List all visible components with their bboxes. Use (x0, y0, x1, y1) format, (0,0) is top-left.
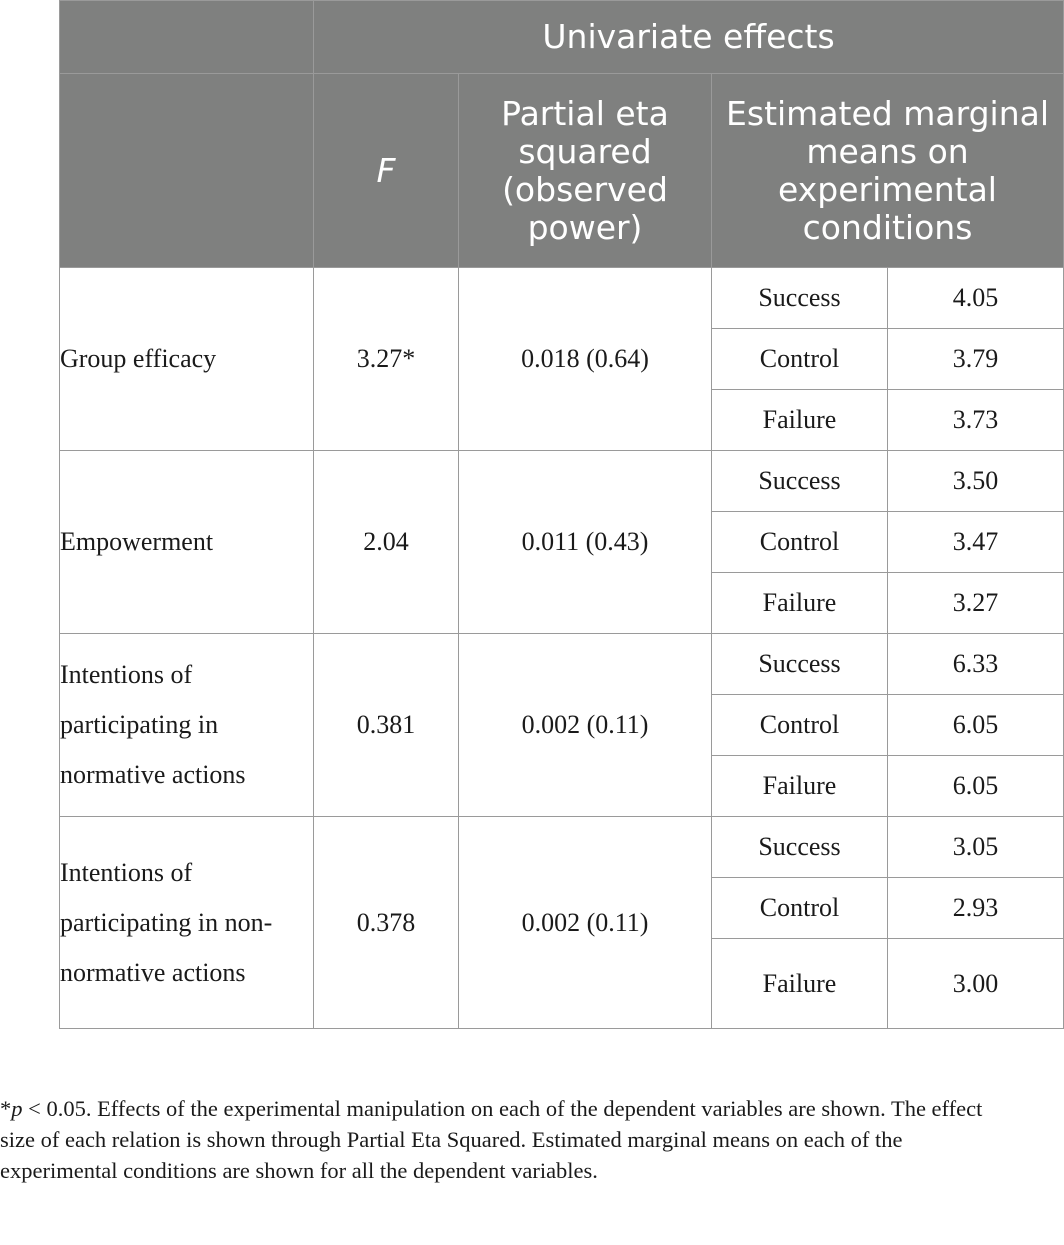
table-row (60, 817, 1064, 878)
condition-cell: Control (712, 512, 888, 573)
mean-cell: 3.73 (888, 390, 1064, 451)
mean-cell: 3.27 (888, 573, 1064, 634)
mean-cell: 3.05 (888, 817, 1064, 878)
footnote-text: < 0.05. Effects of the experimental manipulation on each of the dependent variables are shown. The effect size of each relation is shown through Partial Eta Squared. Estimated marginal means on each of the experimental conditions are shown for all the dependent variables. (0, 1096, 983, 1183)
condition-cell: Success (712, 268, 888, 329)
table-row (60, 451, 1064, 512)
condition-cell: Success (712, 817, 888, 878)
condition-cell: Control (712, 695, 888, 756)
condition-cell: Success (712, 451, 888, 512)
variable-cell: Intentions of participating in normative actions (60, 634, 314, 817)
f-cell: 0.381 (314, 634, 459, 817)
variable-cell: Intentions of participating in non-normative actions (60, 817, 314, 1029)
variable-cell: Empowerment (60, 451, 314, 634)
table-row (60, 268, 1064, 329)
table-row (60, 634, 1064, 695)
eta-cell: 0.011 (0.43) (459, 451, 712, 634)
mean-cell: 2.93 (888, 878, 1064, 939)
header-marginal-means: Estimated marginal means on experimental conditions (712, 74, 1064, 268)
footnote-asterisk: * (0, 1096, 12, 1121)
header-row-sub (60, 74, 1064, 268)
condition-cell: Control (712, 329, 888, 390)
mean-cell: 3.50 (888, 451, 1064, 512)
mean-cell: 3.47 (888, 512, 1064, 573)
f-cell: 2.04 (314, 451, 459, 634)
header-univariate-effects: Univariate effects (314, 1, 1064, 74)
condition-cell: Failure (712, 573, 888, 634)
condition-cell: Failure (712, 390, 888, 451)
header-partial-eta: Partial eta squared (observed power) (459, 74, 712, 268)
header-row-top (60, 1, 1064, 74)
footnote-p-symbol: p (11, 1096, 23, 1121)
mean-cell: 3.00 (888, 939, 1064, 1029)
results-table (59, 0, 1064, 1029)
header-empty-cell (60, 1, 314, 74)
mean-cell: 6.33 (888, 634, 1064, 695)
eta-cell: 0.002 (0.11) (459, 634, 712, 817)
mean-cell: 4.05 (888, 268, 1064, 329)
mean-cell: 6.05 (888, 756, 1064, 817)
condition-cell: Control (712, 878, 888, 939)
f-cell: 3.27* (314, 268, 459, 451)
eta-cell: 0.002 (0.11) (459, 817, 712, 1029)
variable-cell: Group efficacy (60, 268, 314, 451)
condition-cell: Success (712, 634, 888, 695)
condition-cell: Failure (712, 756, 888, 817)
table-footnote (0, 1093, 1000, 1186)
mean-cell: 6.05 (888, 695, 1064, 756)
header-f: F (314, 74, 459, 268)
f-cell: 0.378 (314, 817, 459, 1029)
eta-cell: 0.018 (0.64) (459, 268, 712, 451)
condition-cell: Failure (712, 939, 888, 1029)
header-empty-cell-2 (60, 74, 314, 268)
mean-cell: 3.79 (888, 329, 1064, 390)
